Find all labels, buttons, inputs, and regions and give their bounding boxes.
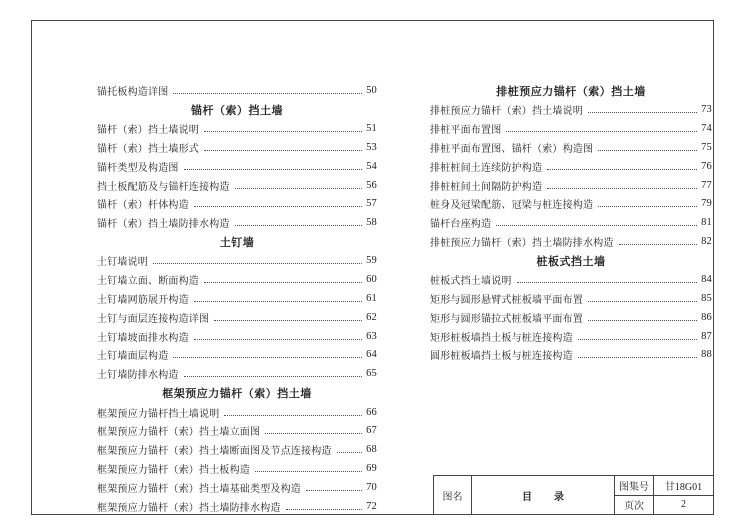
dot-leader [598,206,697,207]
toc-entry-title: 锚杆（索）杆体构造 [97,200,189,212]
toc-entry-page: 73 [701,104,712,116]
toc-entry[interactable] [97,157,377,176]
toc-entry-page: 76 [701,160,712,172]
toc-entry[interactable] [97,459,377,478]
toc-entry[interactable] [430,213,712,232]
section-heading: 桩板式挡土墙 [536,254,606,268]
dot-leader [204,282,362,283]
toc-entry-page: 60 [366,274,377,286]
toc-entry-page: 53 [366,141,377,153]
dot-leader [265,433,362,434]
dot-leader [153,263,362,264]
dot-leader [337,452,362,453]
toc-entry-page: 72 [366,500,377,512]
toc-entry-page: 61 [366,293,377,305]
toc-entry[interactable] [97,440,377,459]
dot-leader [598,150,697,151]
dot-leader [588,112,697,113]
toc-entry-title: 排桩预应力锚杆（索）挡土墙说明 [430,106,583,118]
toc-entry-page: 81 [701,217,712,229]
toc-entry-page: 70 [366,481,377,493]
atlas-no: 甘18G01 [664,481,703,493]
drawing-name-label: 图名 [434,476,472,514]
dot-leader [204,150,362,151]
toc-entry[interactable] [97,478,377,497]
toc-entry-title: 土钉墙防排水构造 [97,370,179,382]
dot-leader [588,301,697,302]
toc-entry-title: 桩板式挡土墙说明 [430,276,512,288]
toc-entry-title: 排桩平面布置图 [430,125,502,137]
toc-entry-page: 88 [701,349,712,361]
toc-entry-title: 圆形桩板墙挡土板与桩连接构造 [430,351,573,363]
dot-leader [286,509,362,510]
toc-entry[interactable] [97,213,377,232]
toc-entry-page: 85 [701,293,712,305]
toc-entry-title: 锚杆（索）挡土墙形式 [97,143,199,155]
dot-leader [306,490,362,491]
dot-leader [204,131,362,132]
toc-entry-page: 65 [366,368,377,380]
toc-entry-title: 土钉墙面层构造 [97,351,169,363]
toc-entry[interactable] [97,252,377,271]
toc-entry-title: 桩身及冠梁配筋、冠梁与桩连接构造 [430,200,594,212]
dot-leader [184,376,362,377]
toc-entry[interactable] [97,308,377,327]
dot-leader [194,301,362,302]
title-block-meta [615,476,713,514]
dot-leader [235,225,362,226]
toc-entry[interactable] [97,194,377,213]
toc-entry-page: 57 [366,198,377,210]
dot-leader [235,188,362,189]
toc-entry-page: 84 [701,274,712,286]
toc-entry-page: 50 [366,84,377,96]
toc-entry-page: 62 [366,311,377,323]
toc-entry-title: 挡土板配筋及与锚杆连接构造 [97,181,230,193]
toc-entry[interactable] [97,497,377,516]
dot-leader [194,339,362,340]
dot-leader [578,339,697,340]
toc-entry[interactable] [430,157,712,176]
toc-entry-title: 框架预应力锚杆（索）挡土板构造 [97,464,250,476]
dot-leader [619,244,697,245]
toc-entry-title: 框架预应力锚杆（索）挡土墙断面图及节点连接构造 [97,446,332,458]
toc-entry-title: 土钉墙坡面排水构造 [97,332,189,344]
toc-entry[interactable] [97,327,377,346]
toc-entry-page: 63 [366,330,377,342]
toc-entry[interactable] [430,270,712,289]
toc-entry[interactable] [97,421,377,440]
toc-left-column [97,81,377,515]
dot-leader [547,169,697,170]
toc-entry-title: 锚托板构造详图 [97,86,169,98]
dot-leader [224,415,362,416]
toc-entry[interactable] [430,176,712,195]
toc-entry-title: 矩形与圆形锚拉式桩板墙平面布置 [430,313,583,325]
toc-entry-title: 锚杆类型及构造图 [97,162,179,174]
toc-entry-page: 82 [701,235,712,247]
toc-entry[interactable] [430,327,712,346]
dot-leader [496,225,697,226]
page-no: 2 [681,499,686,511]
toc-entry[interactable] [97,403,377,422]
toc-entry[interactable] [97,176,377,195]
drawing-name: 目录 [472,476,615,514]
toc-entry-title: 框架预应力锚杆（索）挡土墙基础类型及构造 [97,483,301,495]
atlas-no-row [615,476,713,495]
toc-entry-page: 75 [701,141,712,153]
section-heading: 排桩预应力锚杆（索）挡土墙 [496,84,646,98]
dot-leader [578,357,697,358]
toc-entry-title: 框架预应力锚杆（索）挡土墙立面图 [97,427,261,439]
dot-leader [517,282,697,283]
toc-entry-page: 69 [366,462,377,474]
toc-entry-page: 87 [701,330,712,342]
toc-entry[interactable] [97,138,377,157]
dot-leader [214,320,362,321]
atlas-no-label: 图集号 [615,476,654,495]
toc-entry[interactable] [430,289,712,308]
dot-leader [547,188,697,189]
toc-entry-title: 锚杆台座构造 [430,219,492,231]
toc-entry[interactable] [97,270,377,289]
toc-entry[interactable] [430,346,712,365]
toc-entry-title: 土钉墙网筋展开构造 [97,295,189,307]
toc-entry-page: 56 [366,179,377,191]
toc-entry[interactable] [97,119,377,138]
toc-entry[interactable] [430,194,712,213]
toc-entry-page: 67 [366,425,377,437]
toc-entry-title: 排桩平面布置图、锚杆（索）构造图 [430,143,594,155]
dot-leader [588,320,697,321]
toc-entry-title: 排桩桩间土间隔防护构造 [430,181,543,193]
toc-entry-title: 框架预应力锚杆（索）挡土墙防排水构造 [97,502,281,514]
toc-entry-page: 64 [366,349,377,361]
dot-leader [173,357,362,358]
toc-entry-title: 矩形与圆形悬臂式桩板墙平面布置 [430,295,583,307]
dot-leader [184,169,362,170]
toc-entry[interactable] [430,119,712,138]
drawing-frame [31,20,714,515]
toc-entry-page: 59 [366,255,377,267]
page-no-row [615,495,713,515]
toc-entry-page: 79 [701,198,712,210]
toc-entry-title: 锚杆（索）挡土墙说明 [97,125,199,137]
toc-entry[interactable] [430,232,712,251]
toc-entry-page: 51 [366,123,377,135]
toc-entry-page: 68 [366,444,377,456]
page-no-label: 页次 [615,496,654,515]
dot-leader [194,206,362,207]
toc-entry[interactable] [430,138,712,157]
toc-entry-title: 框架预应力锚杆挡土墙说明 [97,408,220,420]
toc-entry[interactable] [430,308,712,327]
toc-entry-title: 土钉墙说明 [97,257,148,269]
section-heading: 土钉墙 [219,235,255,249]
toc-entry-title: 土钉墙立面、断面构造 [97,276,199,288]
dot-leader [173,93,362,94]
toc-entry-page: 58 [366,217,377,229]
title-block [433,475,714,515]
toc-entry-page: 74 [701,123,712,135]
toc-entry[interactable] [97,364,377,383]
toc-entry-page: 77 [701,179,712,191]
section-heading: 框架预应力锚杆（索）挡土墙 [162,386,312,400]
toc-entry-page: 86 [701,311,712,323]
section-heading: 锚杆（索）挡土墙 [191,103,283,117]
toc-entry-page: 66 [366,406,377,418]
toc-entry[interactable] [97,289,377,308]
toc-entry-title: 排桩预应力锚杆（索）挡土墙防排水构造 [430,237,614,249]
toc-entry-title: 土钉与面层连接构造详图 [97,313,210,325]
toc-entry[interactable] [97,346,377,365]
toc-entry-page: 54 [366,160,377,172]
toc-right-column [430,81,712,364]
toc-entry-title: 排桩桩间土连续防护构造 [430,162,543,174]
toc-entry-title: 矩形桩板墙挡土板与桩连接构造 [430,332,573,344]
dot-leader [255,471,362,472]
toc-entry-title: 锚杆（索）挡土墙防排水构造 [97,219,230,231]
toc-entry[interactable] [430,101,712,120]
toc-entry[interactable] [97,81,377,100]
dot-leader [506,131,697,132]
